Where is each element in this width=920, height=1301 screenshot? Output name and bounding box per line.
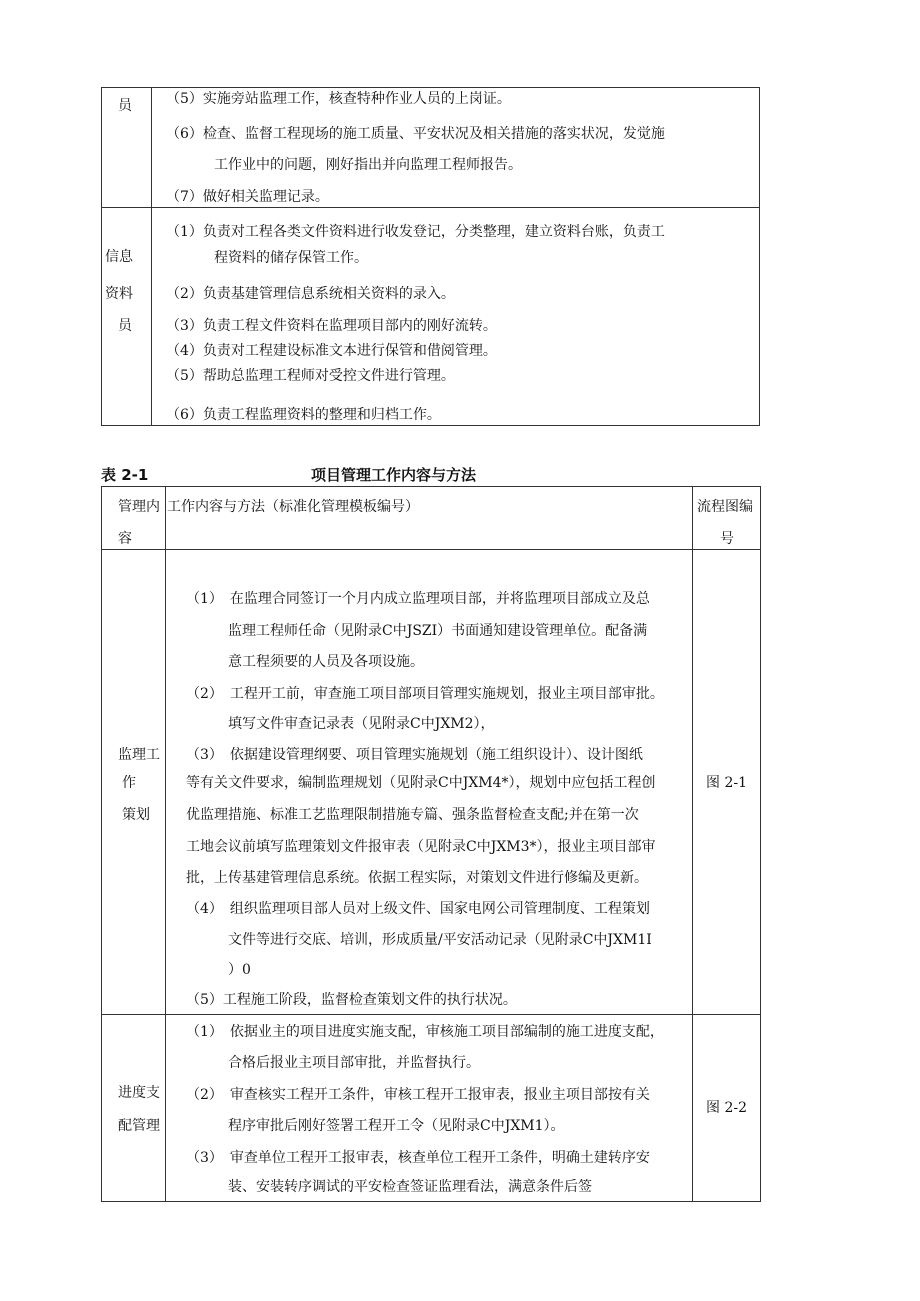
work-item-continued: ）0: [228, 962, 251, 978]
work-item: （4） 组织监理项目部人员对上级文件、国家电网公司管理制度、工程策划: [186, 901, 650, 917]
duty-item: （6）负责工程监理资料的整理和归档工作。: [166, 407, 441, 423]
work-item-continued: 优监理措施、标准工艺监理限制措施专篇、强条监督检查支配;并在第一次: [186, 807, 639, 823]
table1-row-divider: [101, 207, 760, 208]
work-item-continued: 合格后报业主项目部审批，并监督执行。: [228, 1055, 480, 1071]
table1-bottom-border: [101, 425, 760, 426]
duty-item-continued: 程资料的储存保管工作。: [214, 250, 368, 266]
work-item-continued: 等有关文件要求，编制监理规划（见附录C中JXM4*），规划中应包括工程创: [186, 775, 656, 791]
duty-item: （6）检查、监督工程现场的施工质量、平安状况及相关措施的落实状况，发觉施: [166, 126, 665, 142]
figure-ref: 图 2-1: [706, 775, 747, 791]
category-cell: 监理工: [118, 747, 160, 763]
work-item: （5）工程施工阶段，监督检查策划文件的执行状况。: [186, 992, 517, 1008]
figure-ref: 图 2-2: [706, 1100, 747, 1116]
header-management-content: 管理内: [118, 499, 160, 515]
header-flowchart-number: 号: [720, 531, 734, 547]
work-item-continued: 意工程须要的人员及各项设施。: [228, 654, 424, 670]
category-cell: 进度支: [118, 1085, 160, 1101]
role-cell-continued: 员: [118, 98, 132, 114]
role-cell-info-officer: 资料: [105, 286, 133, 302]
duty-item: （5）实施旁站监理工作，核查特种作业人员的上岗证。: [166, 91, 511, 107]
category-cell: 配管理: [118, 1118, 160, 1134]
table-title: 项目管理工作内容与方法: [311, 466, 477, 484]
table-label: 表 2-1: [101, 466, 149, 484]
category-cell: 策划: [122, 807, 150, 823]
category-cell: 作: [122, 775, 136, 791]
duty-item: （7）做好相关监理记录。: [166, 189, 329, 205]
work-item: （3） 依据建设管理纲要、项目管理实施规划（施工组织设计）、设计图纸: [186, 747, 643, 763]
table2-col-divider-2: [692, 486, 693, 1202]
work-item-continued: 填写文件审查记录表（见附录C中JXM2），: [228, 716, 495, 732]
role-cell-info-officer: 员: [118, 318, 132, 334]
duty-item: （1）负责对工程各类文件资料进行收发登记，分类整理，建立资料台账，负责工: [166, 224, 665, 240]
work-item-continued: 装、安装转序调试的平安检查签证监理看法，满意条件后签: [228, 1179, 592, 1195]
header-flowchart-number: 流程图编: [697, 499, 753, 515]
work-item-continued: 工地会议前填写监理策划文件报审表（见附录C中JXM3*），报业主项目部审: [186, 839, 656, 855]
duty-item: （2）负责基建管理信息系统相关资料的录入。: [166, 286, 455, 302]
table2-row-divider: [101, 1014, 761, 1015]
duty-item: （4）负责对工程建设标准文本进行保管和借阅管理。: [166, 343, 497, 359]
table1-top-border: [101, 87, 760, 88]
work-item-continued: 监理工程师任命（见附录C中JSZI）书面通知建设管理单位。配备满: [228, 623, 648, 639]
work-item-continued: 程序审批后刚好签署工程开工令（见附录C中JXM1）。: [228, 1118, 565, 1134]
work-item-continued: 文件等进行交底、培训，形成质量/平安活动记录（见附录C中JXM1I: [228, 932, 652, 948]
role-cell-info-officer: 信息: [105, 249, 133, 265]
table2-left-border: [101, 486, 102, 1202]
table2-top-border: [101, 486, 761, 487]
table1-col-divider: [151, 87, 152, 426]
table2-header-divider: [101, 549, 761, 550]
table2-right-border: [760, 486, 761, 1202]
table1-right-border: [759, 87, 760, 426]
table1-left-border: [101, 87, 102, 426]
header-management-content: 容: [118, 531, 132, 547]
duty-item: （3）负责工程文件资料在监理项目部内的刚好流转。: [166, 318, 497, 334]
table2-bottom-border: [101, 1201, 761, 1202]
duty-item: （5）帮助总监理工程师对受控文件进行管理。: [166, 368, 455, 384]
header-work-content: 工作内容与方法（标准化管理模板编号）: [167, 499, 419, 515]
work-item: （2） 工程开工前，审查施工项目部项目管理实施规划，报业主项目部审批。: [186, 686, 664, 702]
work-item: （2） 审查核实工程开工条件，审核工程开工报审表，报业主项目部按有关: [186, 1087, 650, 1103]
work-item-continued: 批，上传基建管理信息系统。依据工程实际，对策划文件进行修编及更新。: [186, 870, 648, 886]
work-item: （3） 审查单位工程开工报审表，核查单位工程开工条件，明确土建转序安: [186, 1150, 650, 1166]
duty-item-continued: 工作业中的问题，刚好指出并向监理工程师报告。: [214, 157, 522, 173]
work-item: （1） 在监理合同签订一个月内成立监理项目部，并将监理项目部成立及总: [186, 591, 650, 607]
table2-col-divider-1: [165, 486, 166, 1202]
work-item: （1） 依据业主的项目进度实施支配，审核施工项目部编制的施工进度支配，: [186, 1024, 664, 1040]
